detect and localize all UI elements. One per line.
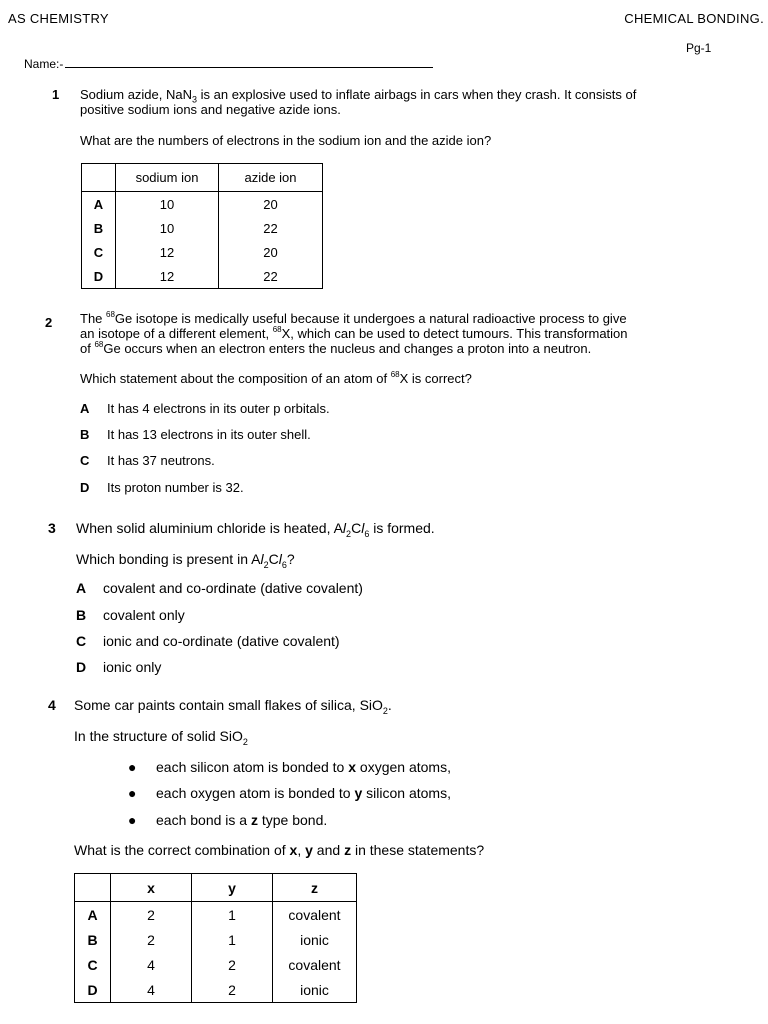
option-letter: A [75,902,111,928]
table-cell: 10 [116,192,219,217]
table-cell: 22 [219,216,323,240]
q2-stem-line3: of $^{68}$Ge occurs when an electron enters the nucleus and changes a proton into a neutron. [80,339,592,356]
name-line[interactable] [24,57,433,71]
option-letter: D [82,264,116,289]
table-row[interactable] [82,192,323,217]
table-cell: 2 [192,952,273,977]
q4-number: 4 [48,697,56,713]
table-header-row [75,874,357,902]
table-cell: ionic [273,977,357,1003]
table-row[interactable] [82,240,323,264]
q3-option-a[interactable]: A covalent and co-ordinate (dative covalent) [76,580,363,596]
q2-stem-line1: The $^{68}$Ge isotope is medically useful because it undergoes a natural radioactive process to give [80,309,627,326]
table-cell: 22 [219,264,323,289]
option-letter: D [75,977,111,1003]
q4-bullet-2: ● each oxygen atom is bonded to y silicon atoms, [128,785,451,801]
table-row[interactable] [82,264,323,289]
table-cell: 10 [116,216,219,240]
header-cell [75,874,111,902]
table-cell: 20 [219,240,323,264]
table-row[interactable] [82,216,323,240]
table-header-row [82,164,323,192]
table-cell: 12 [116,264,219,289]
q2-number: 2 [45,315,53,330]
table-cell: covalent [273,952,357,977]
option-letter: A [82,192,116,217]
header-cell: y [192,874,273,902]
table-cell: 1 [192,927,273,952]
q4-bullet-3: ● each bond is a z type bond. [128,812,328,828]
table-row[interactable] [75,952,357,977]
q4-answer-table [74,873,357,1003]
name-underline [65,57,433,68]
q1-stem-line2: positive sodium ions and negative azide ions. [80,102,341,117]
table-row[interactable] [75,977,357,1003]
q1-answer-table [81,163,323,289]
option-letter: B [75,927,111,952]
q1-number: 1 [52,87,60,102]
header-cell: x [111,874,192,902]
q2-option-b[interactable]: B It has 13 electrons in its outer shell. [80,427,311,442]
q1-question: What are the numbers of electrons in the sodium ion and the azide ion? [80,133,492,148]
q4-intro: In the structure of solid SiO$_2$ [74,728,248,747]
q3-question: Which bonding is present in $Al_2Cl_6$? [76,551,295,570]
table-cell: 12 [116,240,219,264]
header-cell: sodium ion [116,164,219,192]
q3-option-b[interactable]: B covalent only [76,607,185,623]
table-cell: ionic [273,927,357,952]
q4-stem: Some car paints contain small flakes of silica, SiO$_2$. [74,697,392,716]
table-cell: 4 [111,952,192,977]
q2-option-a[interactable]: A It has 4 electrons in its outer p orbitals. [80,401,330,416]
header-cell: z [273,874,357,902]
q3-option-d[interactable]: D ionic only [76,659,162,675]
table-cell: 20 [219,192,323,217]
option-letter: B [82,216,116,240]
bullet-icon: ● [128,785,137,801]
header-cell [82,164,116,192]
q3-stem: When solid aluminium chloride is heated, $Al_2Cl_6$ is formed. [76,520,435,539]
page-number: Pg-1 [686,41,712,55]
subject-title: AS CHEMISTRY [8,11,109,26]
table-row[interactable] [75,902,357,928]
table-cell: 2 [111,902,192,928]
q2-option-c[interactable]: C It has 37 neutrons. [80,453,215,468]
q2-question: Which statement about the composition of an atom of $^{68}$X is correct? [80,369,472,386]
table-cell: covalent [273,902,357,928]
name-label: Name:- [24,57,64,71]
q3-number: 3 [48,520,56,536]
table-cell: 2 [111,927,192,952]
table-cell: 2 [192,977,273,1003]
header-cell: azide ion [219,164,323,192]
table-row[interactable] [75,927,357,952]
q4-question: What is the correct combination of x, y and z in these statements? [74,842,485,858]
table-cell: 1 [192,902,273,928]
topic-title: CHEMICAL BONDING. [624,11,764,26]
q1-stem-line1: Sodium azide, NaN$_3$ is an explosive used to inflate airbags in cars when they crash. It consists of [80,87,637,105]
option-letter: C [75,952,111,977]
option-letter: C [82,240,116,264]
table-cell: 4 [111,977,192,1003]
bullet-icon: ● [128,812,137,828]
q3-option-c[interactable]: C ionic and co-ordinate (dative covalent) [76,633,340,649]
q4-bullet-1: ● each silicon atom is bonded to x oxygen atoms, [128,759,451,775]
bullet-icon: ● [128,759,137,775]
q2-stem-line2: an isotope of a different element, $^{68}$X, which can be used to detect tumours. This transformation [80,324,628,341]
q2-option-d[interactable]: D Its proton number is 32. [80,480,244,495]
